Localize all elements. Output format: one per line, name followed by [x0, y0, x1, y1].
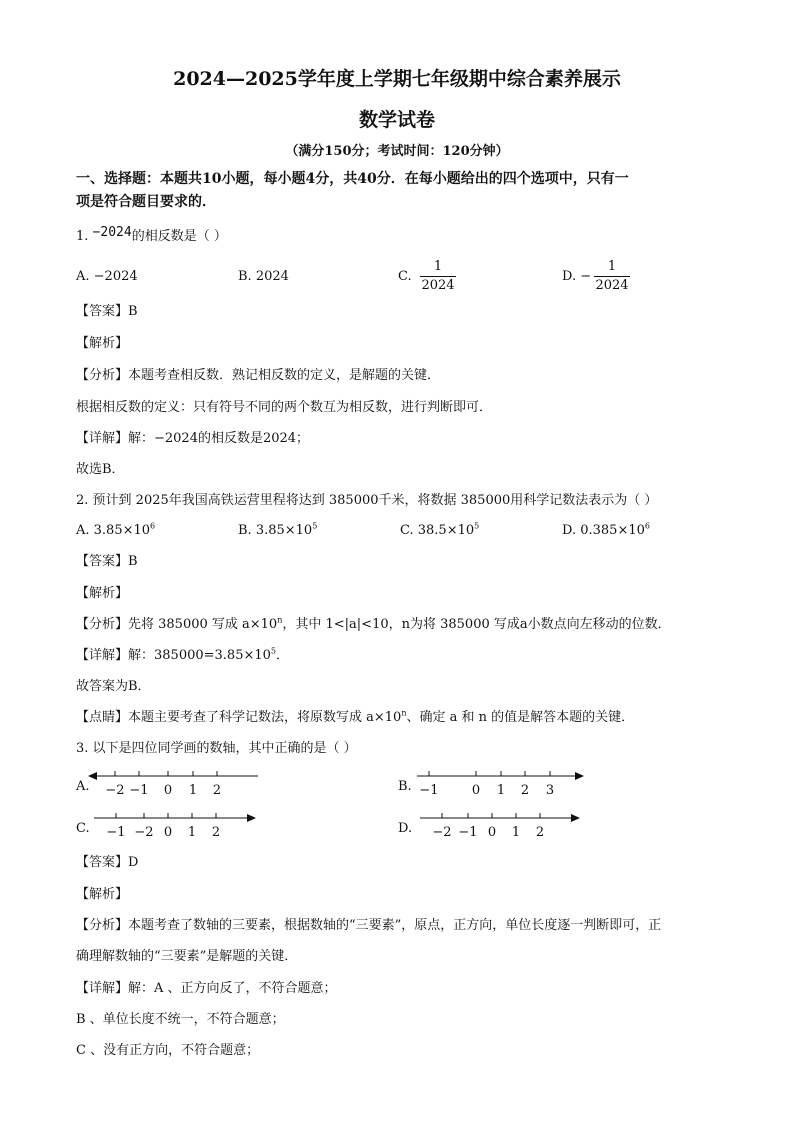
- q3-option-d-label: D.: [398, 821, 413, 836]
- q1-option-b: B. 2024: [238, 269, 289, 284]
- q2-dianjing-a: 【点睛】本题主要考查了科学记数法，将原数写成 a×10: [76, 710, 402, 725]
- q3-axis-d-arrow: [571, 814, 580, 822]
- q3-axis-c-tick-label: 0: [163, 825, 173, 840]
- q3-axis-d-tick-label: −1: [458, 825, 478, 840]
- q3-axis-b-tick-label: −1: [419, 783, 439, 798]
- q1-value: −2024: [92, 225, 132, 240]
- q2-fenxi-n: n: [277, 615, 283, 625]
- q3-axis-a-tick-label: 0: [163, 783, 173, 798]
- q1-definition: 根据相反数的定义：只有符号不同的两个数互为相反数，进行判断即可．: [76, 400, 493, 415]
- q3-axis-a-tick-label: 2: [212, 783, 222, 798]
- q3-line-c: C 、没有正方向，不符合题意；: [76, 1043, 260, 1058]
- q2-analysis-tag: 【解析】: [76, 586, 129, 601]
- q2-fenxi-b: ，其中 1<|a|<10，n为将 385000 写成a小数点向左移动的位数．: [282, 617, 671, 632]
- q3-axis-b: [415, 766, 585, 802]
- q1-option-d-label: D. −: [562, 269, 592, 284]
- q1-number: 1.: [76, 229, 89, 244]
- q2-b-exp: 5: [312, 521, 318, 531]
- q3-analysis-tag: 【解析】: [76, 887, 129, 902]
- q1-d-numerator: 1: [607, 259, 617, 274]
- q3-option-c-label: C.: [76, 821, 90, 836]
- q2-option-c: [400, 522, 479, 540]
- q2-dianjing: [76, 709, 634, 727]
- q3-axis-b-tick-label: 3: [545, 783, 555, 798]
- q2-option-a: [76, 522, 155, 540]
- exam-info: （满分150分；考试时间：120分钟）: [285, 144, 509, 159]
- q3-axis-b-tick-label: 2: [520, 783, 530, 798]
- q1-d-fraction-bar: [594, 276, 630, 277]
- q1-analysis-tag: 【解析】: [76, 336, 129, 351]
- q2-dianjing-b: 、确定 a 和 n 的值是解答本题的关键．: [406, 710, 635, 725]
- q3-axis-a-tick-label: −2: [105, 783, 125, 798]
- exam-subject: 数学试卷: [358, 109, 435, 131]
- q3-axis-b-tick-label: 1: [496, 783, 506, 798]
- q3-axis-a-arrow: [88, 772, 97, 780]
- q2-stem: 2. 预计到 2025年我国高铁运营里程将达到 385000千米，将数据 385000用科学记数法表示为（ ）: [76, 493, 658, 508]
- q1-option-a: A. −2024: [76, 269, 138, 284]
- q1-c-numerator: 1: [433, 259, 443, 274]
- q2-a-exp: 6: [150, 521, 156, 531]
- q1-d-denominator: 2024: [595, 278, 629, 293]
- q3-axis-c-arrow: [247, 814, 256, 822]
- q3-axis-d-tick-label: 0: [487, 825, 497, 840]
- q2-detail: [76, 647, 289, 665]
- q2-option-d: [562, 522, 650, 540]
- q2-detail-a: 【详解】解：385000=3.85×10: [76, 648, 271, 663]
- q2-fenxi-a: 【分析】先将 385000 写成 a×10: [76, 617, 278, 632]
- q3-detail: 【详解】解：A 、正方向反了，不符合题意；: [76, 981, 337, 996]
- q1-choose: 故选B．: [76, 462, 125, 477]
- q1-option-c-label: C.: [398, 269, 412, 284]
- q2-fenxi: [76, 616, 671, 634]
- q3-axis-a-tick-label: −1: [129, 783, 149, 798]
- q2-d-exp: 6: [644, 521, 650, 531]
- q2-dianjing-n: n: [401, 708, 407, 718]
- q1-fenxi: 【分析】本题考查相反数．熟记相反数的定义，是解题的关键．: [76, 368, 441, 383]
- q1-answer: 【答案】B: [76, 304, 138, 319]
- q3-answer: 【答案】D: [76, 855, 139, 870]
- q1-detail: 【详解】解：−2024的相反数是2024；: [76, 431, 310, 446]
- q1-option-c-fraction: [420, 259, 456, 294]
- q3-axis-a-tick-label: 1: [188, 783, 198, 798]
- q2-c-exp: 5: [474, 521, 480, 531]
- q1-c-denominator: 2024: [421, 278, 455, 293]
- q3-axis-d-tick-label: −2: [432, 825, 452, 840]
- q1-option-d-fraction: [594, 259, 630, 294]
- q3-axis-d-tick-label: 1: [511, 825, 521, 840]
- q3-fenxi-line1: 【分析】本题考查了数轴的三要素，根据数轴的“三要素”，原点，正方向，单位长度逐一判断即可，正: [76, 918, 662, 933]
- q3-axis-c-tick-label: 1: [187, 825, 197, 840]
- q2-a-base: A. 3.85×10: [76, 523, 151, 538]
- q2-detail-b: ．: [276, 648, 290, 663]
- q3-axis-b-arrow: [575, 772, 584, 780]
- q3-axis-c-tick-label: −1: [106, 825, 126, 840]
- q3-stem: 3. 以下是四位同学画的数轴，其中正确的是（ ）: [76, 741, 357, 756]
- q1-c-fraction-bar: [420, 276, 456, 277]
- q1-stem: [76, 225, 227, 246]
- q3-axis-c-tick-label: 2: [211, 825, 221, 840]
- q2-conclusion: 故答案为B．: [76, 679, 151, 694]
- q3-option-b-label: B.: [398, 779, 412, 794]
- q3-option-a-label: A.: [76, 779, 90, 794]
- q3-axis-b-tick-label: 0: [471, 783, 481, 798]
- q3-line-b: B 、单位长度不统一，不符合题意；: [76, 1012, 285, 1027]
- q2-d-base: D. 0.385×10: [562, 523, 645, 538]
- q3-axis-d-tick-label: 2: [535, 825, 545, 840]
- q3-axis-d: [418, 808, 583, 844]
- q2-option-b: [238, 522, 317, 540]
- q3-fenxi-line2: 确理解数轴的“三要素”是解题的关键．: [76, 949, 298, 964]
- q1-suffix: 的相反数是（ ）: [131, 229, 227, 244]
- q2-detail-exp: 5: [270, 646, 276, 656]
- section-heading-line1: 一、选择题：本题共10小题，每小题4分，共40分．在每小题给出的四个选项中，只有一: [76, 171, 629, 187]
- q2-answer: 【答案】B: [76, 554, 138, 569]
- exam-title: 2024—2025学年度上学期七年级期中综合素养展示: [173, 68, 621, 90]
- q3-axis-c: [92, 808, 262, 844]
- q2-b-base: B. 3.85×10: [238, 523, 313, 538]
- q3-axis-a: [88, 766, 263, 802]
- q3-axis-c-tick-label: −2: [134, 825, 154, 840]
- q2-c-base: C. 38.5×10: [400, 523, 475, 538]
- section-heading-line2: 项是符合题目要求的．: [76, 194, 216, 210]
